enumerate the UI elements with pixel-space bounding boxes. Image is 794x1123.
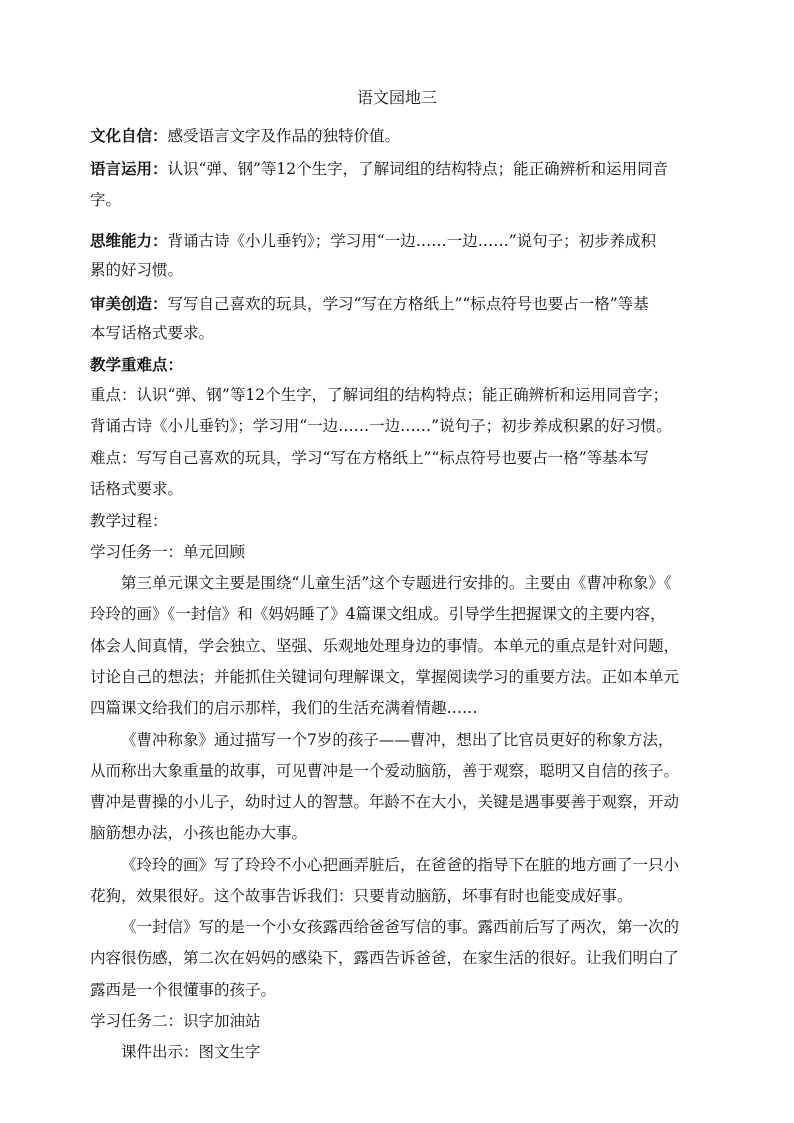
goal-text: 写写自己喜欢的玩具，学习“写在方格纸上”“标点符号也要占一格”等基	[167, 295, 649, 313]
goal-label: 思维能力：	[90, 232, 168, 250]
paragraph-line: 露西是一个很懂事的孩子。	[90, 981, 277, 999]
paragraph-line: 第三单元课文主要是围绕“儿童生活”这个专题进行安排的。主要由《曹冲称象》《	[121, 574, 672, 592]
goal-text: 背诵古诗《小儿垂钓》；学习用“一边……一边……”说句子；初步养成积	[167, 232, 657, 250]
goal-language-use	[90, 157, 705, 181]
paragraph-line: 课件出示：图文生字	[121, 1043, 261, 1061]
goal-aesthetic-creation	[90, 292, 705, 316]
page-title: 语文园地三	[356, 88, 437, 107]
paragraph-line: 四篇课文给我们的启示那样，我们的生活充满着情趣……	[90, 699, 478, 717]
goal-label: 语言运用：	[90, 160, 168, 178]
goal-label: 审美创造：	[90, 295, 168, 313]
goal-text-continued: 本写话格式要求。	[90, 324, 215, 342]
paragraph-line: 重点：认识“弹、钢”等12个生字，了解词组的结构特点；能正确辨析和运用同音字；	[90, 386, 669, 404]
paragraph-line: 《一封信》写的是一个小女孩露西给爸爸写信的事。露西前后写了两次，第一次的	[121, 918, 680, 936]
section-heading: 教学过程：	[90, 512, 168, 530]
goal-cultural-confidence	[90, 124, 705, 148]
paragraph-line: 曹冲是曹操的小儿子，幼时过人的智慧。年龄不在大小，关键是遇事要善于观察，开动	[90, 793, 680, 811]
paragraph-line: 话格式要求。	[90, 480, 184, 498]
paragraph-line: 讨论自己的想法；并能抓住关键词句理解课文，掌握阅读学习的重要方法。正如本单元	[90, 668, 680, 686]
goal-text-continued: 字。	[90, 191, 122, 209]
goal-text: 感受语言文字及作品的独特价值。	[167, 127, 401, 145]
paragraph-line: 难点：写写自己喜欢的玩具，学习“写在方格纸上”“标点符号也要占一格”等基本写	[90, 449, 649, 467]
paragraph-line: 脑筋想办法，小孩也能办大事。	[90, 824, 308, 842]
paragraph-line: 内容很伤感，第二次在妈妈的感染下，露西告诉爸爸，在家生活的很好。让我们明白了	[90, 949, 680, 967]
goal-thinking-ability	[90, 229, 705, 253]
goal-label: 文化自信：	[90, 127, 168, 145]
goal-text: 认识“弹、钢”等12个生字，了解词组的结构特点；能正确辨析和运用同音	[167, 160, 669, 178]
paragraph-line: 《玲玲的画》写了玲玲不小心把画弄脏后，在爸爸的指导下在脏的地方画了一只小	[121, 856, 680, 874]
paragraph-line: 花狗，效果很好。这个故事告诉我们：只要肯动脑筋，坏事有时也能变成好事。	[90, 887, 633, 905]
section-heading: 学习任务一：单元回顾	[90, 543, 246, 561]
goal-text-continued: 累的好习惯。	[90, 261, 184, 279]
paragraph-line: 从而称出大象重量的故事，可见曹冲是一个爱动脑筋，善于观察，聪明又自信的孩子。	[90, 762, 680, 780]
paragraph-line: 体会人间真情，学会独立、坚强、乐观地处理身边的事情。本单元的重点是针对问题，	[90, 637, 680, 655]
key-points-heading: 教学重难点：	[90, 356, 184, 374]
paragraph-line: 背诵古诗《小儿垂钓》；学习用“一边……一边……”说句子；初步养成积累的好习惯。	[90, 417, 672, 435]
section-heading: 学习任务二：识字加油站	[90, 1012, 261, 1030]
paragraph-line: 《曹冲称象》通过描写一个7岁的孩子——曹冲，想出了比官员更好的称象方法，	[121, 731, 674, 749]
paragraph-line: 玲玲的画》《一封信》和《妈妈睡了》4篇课文组成。引导学生把握课文的主要内容，	[90, 605, 666, 623]
